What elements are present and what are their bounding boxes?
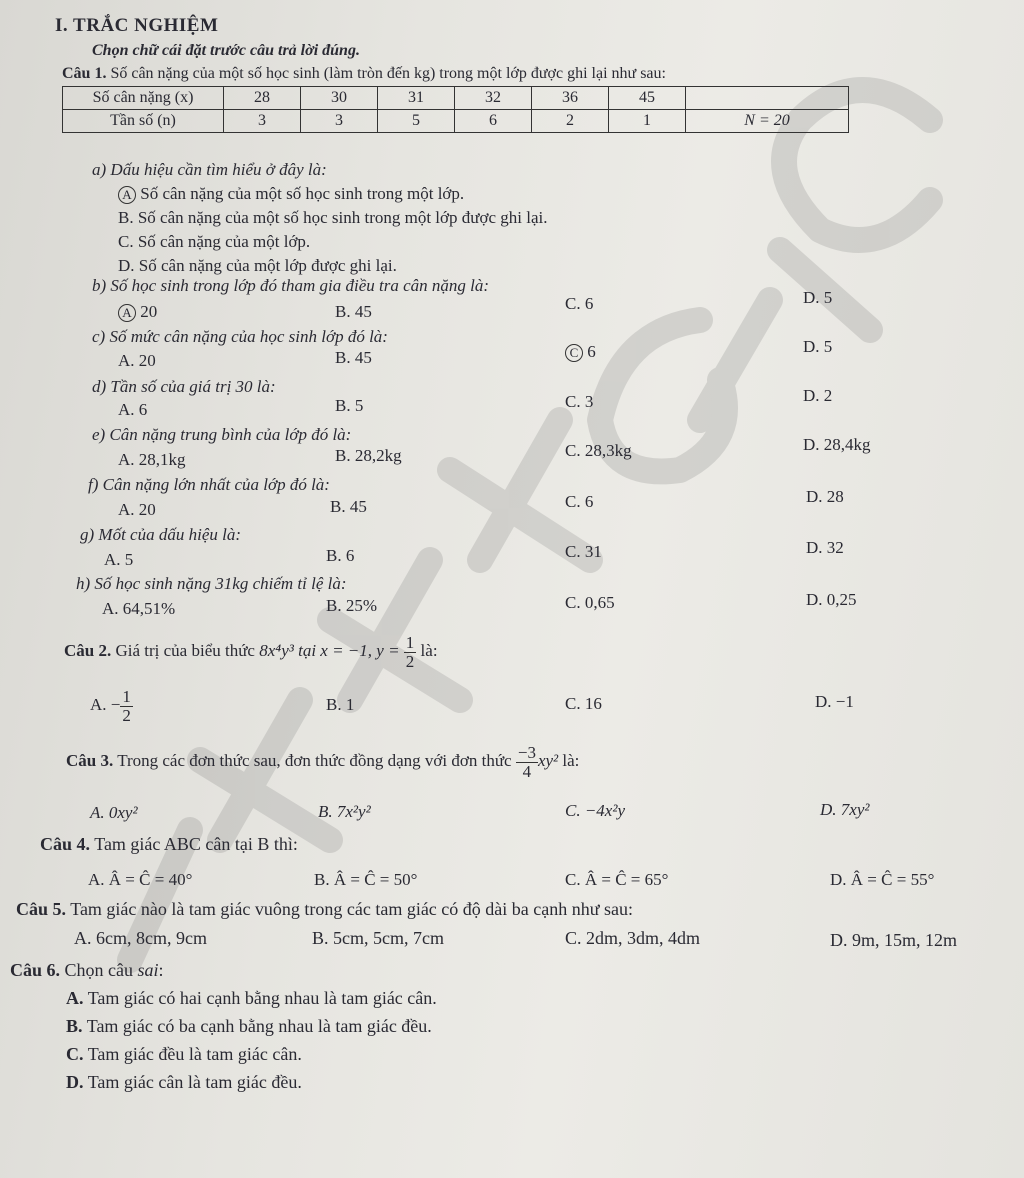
- q1b-option-d[interactable]: D. 5: [803, 288, 833, 307]
- q3-option-a[interactable]: A. 0xy²: [90, 803, 138, 822]
- q1h-option-b[interactable]: B. 25%: [326, 596, 377, 615]
- q1f-option-c[interactable]: C. 6: [565, 492, 594, 511]
- circled-answer-mark: A: [118, 304, 136, 322]
- q3-option-c[interactable]: C. −4x²y: [565, 801, 625, 820]
- q1e-option-b[interactable]: B. 28,2kg: [335, 446, 402, 465]
- q1g-option-b[interactable]: B. 6: [326, 546, 355, 565]
- q1e-option-a[interactable]: A. 28,1kg: [118, 450, 186, 469]
- option-text: 6: [583, 342, 596, 361]
- q1d-option-a[interactable]: A. 6: [118, 400, 148, 419]
- q3-option-d[interactable]: D. 7xy²: [820, 800, 870, 819]
- circled-answer-mark: C: [565, 344, 583, 362]
- q1c-option-c[interactable]: [565, 342, 596, 362]
- n-value: 5: [378, 110, 455, 133]
- fraction: $\frac{1}{2}$: [405, 632, 415, 671]
- q6-option-d[interactable]: D. Tam giác cân là tam giác đều.: [66, 1072, 302, 1092]
- q5-stem: [16, 899, 633, 919]
- q1b-stem: b) Số học sinh trong lớp đó tham gia điều tra cân nặng là:: [92, 276, 490, 295]
- q2-option-b[interactable]: B. 1: [326, 695, 355, 714]
- q1g-option-a[interactable]: A. 5: [104, 550, 134, 569]
- q5-label: Câu 5.: [16, 899, 67, 919]
- q1f-option-d[interactable]: D. 28: [806, 487, 844, 506]
- q5-stem-text: Tam giác nào là tam giác vuông trong các tam giác có độ dài ba cạnh như sau:: [70, 899, 633, 919]
- q3-stem-text: Trong các đơn thức sau, đơn thức đồng dạng với đơn thức: [117, 751, 512, 770]
- q1g-option-d[interactable]: D. 32: [806, 538, 844, 557]
- q1a-stem: a) Dấu hiệu cần tìm hiểu ở đây là:: [92, 160, 327, 179]
- weight-frequency-table: [62, 86, 849, 133]
- fraction: $\frac{1}{2}$: [122, 686, 131, 725]
- q1e-stem: e) Cân nặng trung bình của lớp đó là:: [92, 425, 352, 444]
- q4-stem-text: Tam giác ABC cân tại B thì:: [94, 834, 298, 854]
- q2-stem-text: Giá trị của biểu thức: [115, 641, 255, 660]
- option-text: 20: [136, 302, 158, 321]
- table-row: [63, 87, 849, 110]
- row-label-n: Tần số (n): [63, 110, 224, 133]
- q1h-option-d[interactable]: D. 0,25: [806, 590, 857, 609]
- option-text: Số cân nặng của một số học sinh trong một lớp.: [136, 184, 465, 203]
- n-value: 1: [609, 110, 686, 133]
- q2-option-c[interactable]: C. 16: [565, 694, 602, 713]
- total-n: N = 20: [686, 110, 849, 133]
- q6-option-b[interactable]: B. Tam giác có ba cạnh bằng nhau là tam giác đều.: [66, 1016, 432, 1036]
- circled-answer-mark: A: [118, 186, 136, 204]
- q5-option-a[interactable]: A. 6cm, 8cm, 9cm: [74, 928, 207, 948]
- q4-stem: [40, 834, 298, 854]
- q1h-option-c[interactable]: C. 0,65: [565, 593, 615, 612]
- q3-option-b[interactable]: B. 7x²y²: [318, 802, 371, 821]
- q5-option-d[interactable]: D. 9m, 15m, 12m: [830, 930, 958, 950]
- n-value: 2: [532, 110, 609, 133]
- q6-option-a[interactable]: A. Tam giác có hai cạnh bằng nhau là tam giác cân.: [66, 988, 437, 1008]
- q4-option-c[interactable]: C. Â = Ĉ = 65°: [565, 870, 669, 889]
- q1-stem: Số cân nặng của một số học sinh (làm tròn đến kg) trong một lớp được ghi lại như sau:: [110, 65, 666, 82]
- q5-option-b[interactable]: B. 5cm, 5cm, 7cm: [312, 928, 444, 948]
- q3-stem-end: là:: [562, 751, 580, 770]
- q1b-option-a[interactable]: [118, 302, 157, 322]
- q3-label: Câu 3.: [66, 751, 114, 770]
- q3-stem: [66, 742, 579, 781]
- q6-label: Câu 6.: [10, 960, 61, 980]
- q1h-option-a[interactable]: A. 64,51%: [102, 599, 176, 618]
- q6-stem: Câu 6. Chọn câu sai:: [10, 960, 164, 980]
- q2-condition: tại x = −1, y =: [298, 641, 400, 660]
- q1d-option-d[interactable]: D. 2: [803, 386, 833, 405]
- q1b-option-c[interactable]: C. 6: [565, 294, 594, 313]
- n-value: 3: [301, 110, 378, 133]
- fraction: $\frac{-3}{4}$: [517, 742, 536, 781]
- table-row: [63, 110, 849, 133]
- q1d-option-c[interactable]: C. 3: [565, 392, 594, 411]
- q1-header: [62, 64, 666, 84]
- q1a-option-b[interactable]: B. Số cân nặng của một số học sinh trong một lớp được ghi lại.: [118, 208, 548, 227]
- x-value: 30: [301, 87, 378, 110]
- q2-label: Câu 2.: [64, 641, 112, 660]
- x-value: 31: [378, 87, 455, 110]
- q1a-option-c[interactable]: C. Số cân nặng của một lớp.: [118, 232, 311, 251]
- q2-expression: 8x⁴y³: [259, 641, 294, 660]
- q1f-option-a[interactable]: A. 20: [118, 500, 156, 519]
- q4-label: Câu 4.: [40, 834, 91, 854]
- q1d-option-b[interactable]: B. 5: [335, 396, 364, 415]
- q1e-option-c[interactable]: C. 28,3kg: [565, 441, 632, 460]
- q1g-stem: g) Mốt của dấu hiệu là:: [80, 525, 241, 544]
- n-value: 3: [224, 110, 301, 133]
- q1f-option-b[interactable]: B. 45: [330, 497, 367, 516]
- q2-stem: [64, 632, 438, 671]
- row-label-x: Số cân nặng (x): [63, 87, 224, 110]
- x-value: 36: [532, 87, 609, 110]
- q1e-option-d[interactable]: D. 28,4kg: [803, 435, 871, 454]
- q4-option-a[interactable]: A. Â = Ĉ = 40°: [88, 870, 193, 889]
- x-value: 45: [609, 87, 686, 110]
- q4-option-d[interactable]: D. Â = Ĉ = 55°: [830, 870, 935, 889]
- q1g-option-c[interactable]: C. 31: [565, 542, 602, 561]
- n-value: 6: [455, 110, 532, 133]
- q1-label: Câu 1.: [62, 65, 107, 82]
- instruction: Chọn chữ cái đặt trước câu trả lời đúng.: [92, 42, 360, 59]
- q1d-stem: d) Tần số của giá trị 30 là:: [92, 377, 276, 396]
- q1c-option-b[interactable]: B. 45: [335, 348, 372, 367]
- q5-option-c[interactable]: C. 2dm, 3dm, 4dm: [565, 928, 701, 948]
- q1c-option-a[interactable]: A. 20: [118, 351, 156, 370]
- q2-stem-end: là:: [420, 641, 438, 660]
- q1a-option-a[interactable]: [118, 184, 464, 204]
- x-value: 32: [455, 87, 532, 110]
- q2-option-a[interactable]: A. − $\frac{1}{2}$: [90, 686, 131, 725]
- q1h-stem: h) Số học sinh nặng 31kg chiếm tỉ lệ là:: [76, 574, 347, 593]
- q3-expression: xy²: [537, 751, 559, 770]
- q1c-stem: c) Số mức cân nặng của học sinh lớp đó là:: [92, 327, 388, 346]
- q6-option-c[interactable]: C. Tam giác đều là tam giác cân.: [66, 1044, 302, 1064]
- emphasis-sai: sai: [137, 960, 159, 980]
- q1c-option-d[interactable]: D. 5: [803, 337, 833, 356]
- blank-cell: [686, 87, 849, 110]
- x-value: 28: [224, 87, 301, 110]
- q1b-option-b[interactable]: B. 45: [335, 302, 372, 321]
- q2-option-d[interactable]: D. −1: [815, 692, 854, 711]
- q1f-stem: f) Cân nặng lớn nhất của lớp đó là:: [88, 475, 330, 494]
- q4-option-b[interactable]: B. Â = Ĉ = 50°: [314, 870, 418, 889]
- section-title: I. TRẮC NGHIỆM: [55, 15, 219, 36]
- q1a-option-d[interactable]: D. Số cân nặng của một lớp được ghi lại.: [118, 256, 397, 275]
